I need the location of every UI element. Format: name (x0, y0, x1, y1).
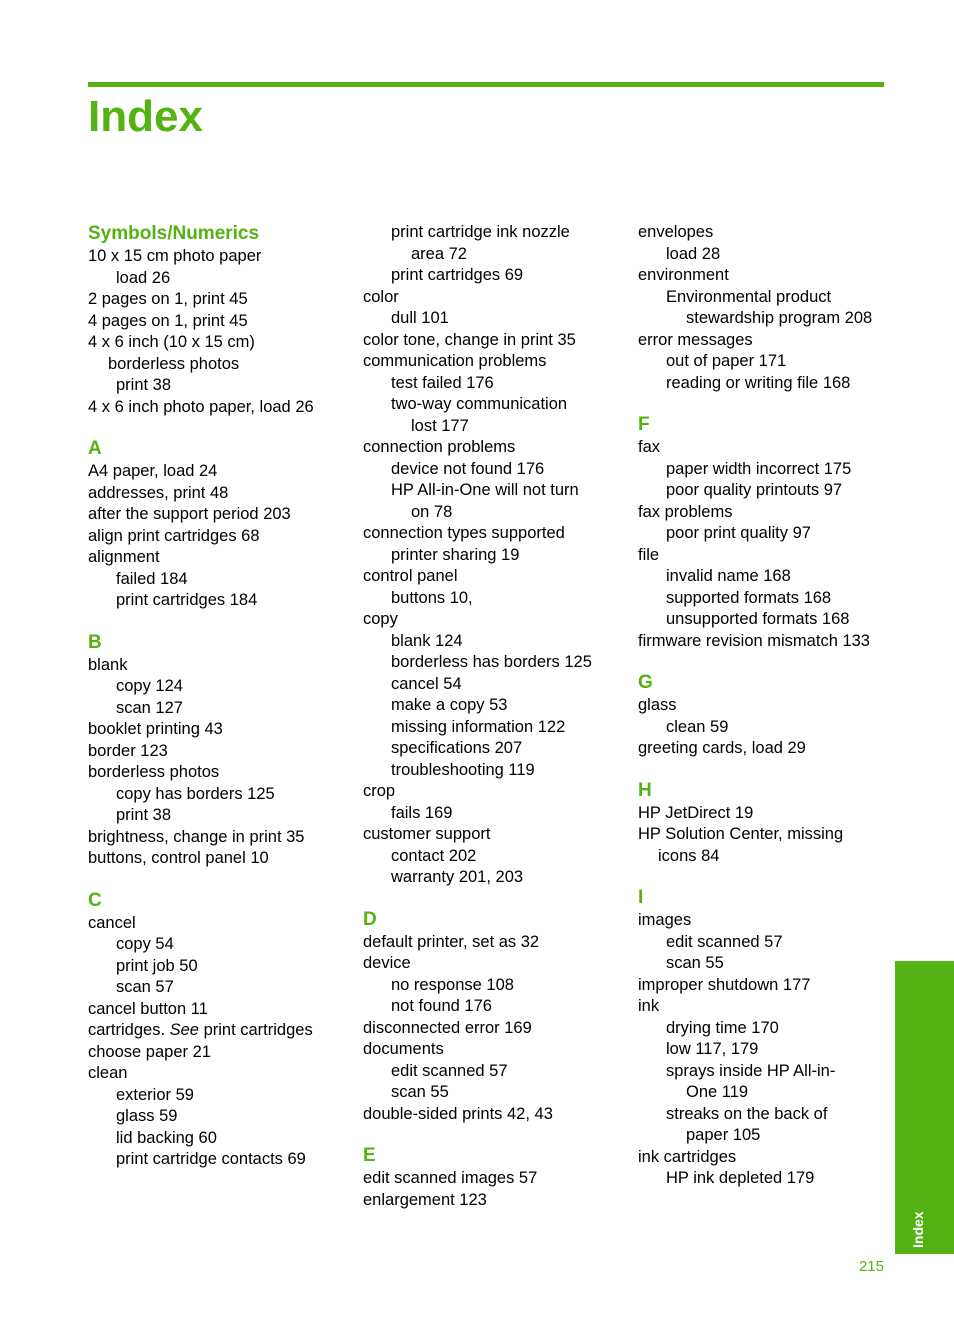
index-entry: clean (88, 1064, 128, 1082)
index-entry: crop (363, 782, 396, 800)
index-subentry: copy 124 (116, 677, 183, 695)
index-letter-heading: E (363, 1145, 376, 1166)
index-subentry: dull 101 (391, 309, 449, 327)
index-subentry: HP ink depleted 179 (666, 1169, 815, 1187)
index-subentry: drying time 170 (666, 1018, 779, 1037)
index-subentry: clean 59 (666, 717, 729, 736)
index-letter-heading: I (638, 887, 644, 908)
index-subentry: print cartridge contacts 69 (116, 1150, 306, 1168)
index-subentry: copy has borders 125 (116, 784, 275, 803)
index-letter-heading: C (88, 889, 102, 911)
index-subentry: borderless has borders 125 (391, 653, 592, 671)
index-subentry: load 26 (116, 268, 171, 287)
index-subentry: HP All-in-One will not turn (391, 481, 579, 499)
index-subentry: poor quality printouts 97 (666, 481, 843, 499)
index-subentry: area 72 (411, 244, 467, 263)
index-letter-heading: D (363, 908, 377, 930)
index-subentry: failed 184 (116, 569, 188, 588)
index-entry: enlargement 123 (363, 1190, 487, 1209)
index-subentry: make a copy 53 (391, 696, 508, 714)
index-subentry: Environmental product (666, 287, 832, 306)
index-entry: error messages (638, 330, 753, 349)
index-subentry: out of paper 171 (666, 352, 787, 370)
index-subentry: print 38 (116, 376, 172, 394)
index-entry: control panel (363, 567, 458, 585)
index-entry: after the support period 203 (88, 505, 291, 523)
index-entry: double-sided prints 42, 43 (363, 1104, 553, 1123)
index-subentry: contact 202 (391, 846, 477, 865)
index-subentry: borderless photos (108, 354, 240, 373)
index-subentry: edit scanned 57 (666, 932, 783, 951)
index-entry: choose paper 21 (88, 1042, 211, 1061)
index-entry: HP Solution Center, missing (638, 825, 844, 843)
index-column-2 (363, 222, 625, 1211)
index-subentry: warranty 201, 203 (391, 868, 524, 886)
index-subentry: print job 50 (116, 956, 198, 975)
see-reference: See (169, 1021, 199, 1039)
index-entry: HP JetDirect 19 (638, 803, 754, 822)
index-entry: connection problems (363, 438, 516, 456)
index-subentry: missing information 122 (391, 717, 566, 736)
index-subentry: unsupported formats 168 (666, 610, 850, 628)
index-entry: brightness, change in print 35 (88, 827, 305, 846)
index-letter-heading: F (638, 414, 650, 435)
index-subentry: scan 55 (391, 1083, 449, 1101)
index-entry: 4 pages on 1, print 45 (88, 311, 248, 330)
index-subentry: troubleshooting 119 (391, 760, 535, 779)
index-entry: booklet printing 43 (88, 720, 223, 738)
index-entry: align print cartridges 68 (88, 526, 260, 545)
index-subentry: print cartridge ink nozzle (391, 223, 570, 241)
index-entry: firmware revision mismatch 133 (638, 631, 870, 650)
index-entry: addresses, print 48 (88, 483, 229, 502)
index-subentry: paper 105 (686, 1126, 761, 1144)
index-letter-heading: H (638, 779, 652, 801)
index-subentry: sprays inside HP All-in- (666, 1061, 836, 1080)
index-entry: ink (638, 997, 660, 1015)
index-entry-term: cartridges. (88, 1021, 170, 1039)
index-subentry: specifications 207 (391, 739, 523, 757)
index-subentry: print cartridges 69 (391, 266, 524, 284)
index-column-3 (638, 222, 893, 1190)
index-subentry: print 38 (116, 806, 172, 824)
index-entry: documents (363, 1040, 444, 1058)
index-subentry: poor print quality 97 (666, 524, 811, 542)
page-title: Index (88, 92, 203, 141)
index-entry: border 123 (88, 741, 168, 760)
index-subentry: printer sharing 19 (391, 545, 520, 564)
index-subentry: stewardship program 208 (686, 309, 873, 327)
index-entry: 10 x 15 cm photo paper (88, 247, 262, 265)
index-entry: improper shutdown 177 (638, 975, 811, 994)
index-entry-target: print cartridges (198, 1021, 313, 1039)
page-number: 215 (858, 1258, 884, 1275)
index-subentry: blank 124 (391, 631, 463, 650)
index-letter-heading: A (88, 438, 102, 459)
index-entry: color (363, 287, 399, 306)
index-entry: file (638, 545, 660, 564)
index-letter-heading: G (638, 672, 653, 693)
index-entry: cancel button 11 (88, 999, 208, 1018)
index-entry: envelopes (638, 223, 714, 241)
index-entry: fax (638, 438, 661, 456)
index-entry: 2 pages on 1, print 45 (88, 290, 248, 308)
index-subentry: on 78 (411, 502, 453, 521)
index-entry: default printer, set as 32 (363, 932, 540, 951)
index-entry: 4 x 6 inch (10 x 15 cm) (88, 333, 255, 351)
index-subentry: scan 55 (666, 954, 724, 972)
index-subentry: copy 54 (116, 935, 174, 953)
index-subentry: edit scanned 57 (391, 1061, 508, 1080)
index-subentry: two-way communication (391, 395, 568, 413)
index-subentry: glass 59 (116, 1107, 178, 1125)
index-subentry: reading or writing file 168 (666, 373, 851, 392)
index-subentry: streaks on the back of (666, 1104, 828, 1123)
index-entry: environment (638, 266, 729, 284)
index-subentry: lost 177 (411, 416, 469, 435)
index-entry: customer support (363, 825, 491, 843)
index-entry: buttons, control panel 10 (88, 849, 269, 867)
index-subentry: cancel 54 (391, 674, 462, 693)
index-entry: greeting cards, load 29 (638, 739, 806, 757)
index-entry: alignment (88, 548, 160, 566)
index-subentry: scan 57 (116, 978, 174, 996)
index-entry: borderless photos (88, 763, 220, 781)
side-tab-label: Index (910, 1211, 926, 1248)
top-rule (88, 82, 884, 87)
index-subentry: print cartridges 184 (116, 591, 258, 609)
index-subentry: supported formats 168 (666, 588, 832, 607)
index-entry: glass (638, 696, 677, 714)
index-subentry: low 117, 179 (666, 1040, 759, 1058)
index-entry: 4 x 6 inch photo paper, load 26 (88, 397, 314, 416)
index-subentry: scan 127 (116, 698, 183, 717)
index-entry: fax problems (638, 502, 733, 521)
index-subentry: invalid name 168 (666, 567, 791, 585)
index-subentry: buttons 10, (391, 588, 473, 607)
index-entry: images (638, 911, 692, 929)
index-subentry: not found 176 (391, 997, 492, 1015)
index-entry: blank (88, 655, 128, 674)
index-subentry: paper width incorrect 175 (666, 459, 852, 478)
index-entry: A4 paper, load 24 (88, 462, 218, 480)
index-subentry: fails 169 (391, 803, 453, 822)
index-letter-heading: Symbols/Numerics (88, 223, 260, 244)
index-entry: disconnected error 169 (363, 1018, 532, 1037)
index-subentry: lid backing 60 (116, 1128, 217, 1147)
index-entry: copy (363, 610, 398, 628)
index-entry: device (363, 954, 411, 972)
index-letter-heading: B (88, 631, 102, 653)
index-entry: edit scanned images 57 (363, 1169, 538, 1187)
index-subentry: test failed 176 (391, 373, 494, 392)
index-column-1 (88, 222, 348, 1171)
index-subentry: exterior 59 (116, 1085, 194, 1104)
index-subentry: load 28 (666, 244, 721, 263)
index-subentry: icons 84 (658, 846, 720, 865)
index-subentry: One 119 (686, 1083, 749, 1101)
index-entry: connection types supported (363, 524, 565, 542)
index-subentry: device not found 176 (391, 459, 545, 478)
index-entry: communication problems (363, 352, 547, 370)
index-entry: color tone, change in print 35 (363, 330, 576, 349)
index-entry (88, 1020, 348, 1042)
index-entry: cancel (88, 913, 136, 932)
index-subentry: no response 108 (391, 975, 514, 994)
index-entry: ink cartridges (638, 1147, 737, 1166)
